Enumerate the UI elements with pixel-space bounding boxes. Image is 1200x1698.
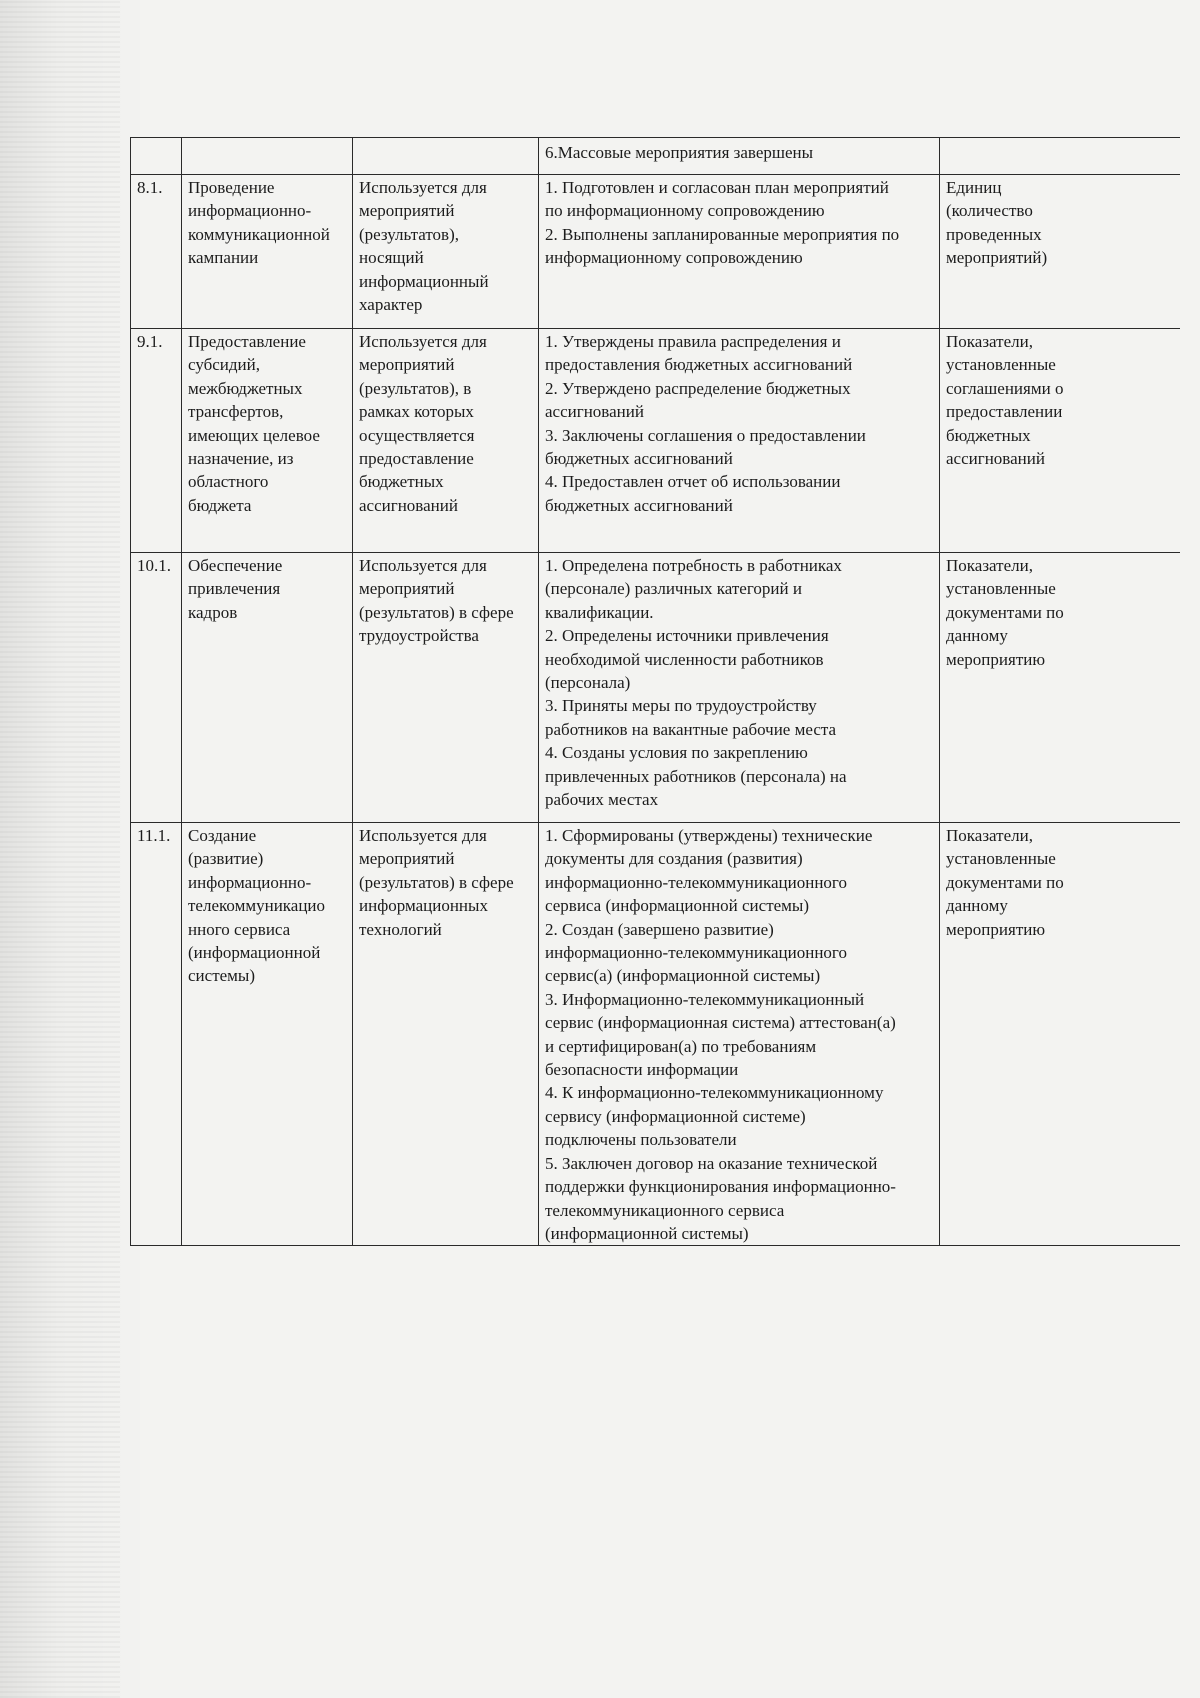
text-line: 4. Созданы условия по закреплению — [545, 743, 808, 763]
text-line: (персонала) — [545, 673, 631, 693]
text-line: информационно-телекоммуникационного — [545, 872, 847, 892]
cell-steps — [539, 138, 940, 175]
cell-name — [182, 138, 353, 175]
text-line: мероприятию — [946, 649, 1046, 669]
text-line: Показатели, — [946, 556, 1033, 575]
cell-type-description — [353, 329, 539, 553]
cell-name — [182, 329, 353, 553]
text-line: коммуникационной — [188, 224, 330, 244]
text-line: Используется для — [359, 826, 487, 845]
cell-type-description — [353, 823, 539, 1246]
text-line: 2. Создан (завершено развитие) — [545, 919, 774, 939]
text-line: информационному сопровождению — [545, 248, 803, 268]
text-line: документами по — [946, 602, 1064, 622]
text-line: (результатов) в сфере — [359, 602, 514, 622]
cell-unit — [940, 329, 1180, 553]
cell-name — [182, 553, 353, 823]
text-line: привлечения — [188, 579, 281, 599]
text-line: ассигнований — [946, 449, 1045, 469]
text-line: проведенных — [946, 224, 1042, 244]
cell-unit — [940, 823, 1180, 1246]
text-line: технологий — [359, 919, 442, 939]
text-line: назначение, из — [188, 449, 294, 469]
text-line: безопасности информации — [545, 1060, 739, 1080]
text-line: кампании — [188, 248, 259, 268]
text-line: кадров — [188, 602, 238, 622]
cell-number: 8.1. — [131, 175, 182, 329]
text-line: осуществляется — [359, 425, 475, 445]
text-line: сервису (информационной системе) — [545, 1106, 806, 1126]
text-line: бюджетных — [359, 472, 444, 492]
text-line: информационный — [359, 271, 489, 291]
text-line: по информационному сопровождению — [545, 201, 825, 221]
text-line: информационно- — [188, 201, 312, 221]
text-line: информационно- — [188, 872, 312, 892]
text-line: Используется для — [359, 556, 487, 575]
text-line: 1. Подготовлен и согласован план мероприятий — [545, 178, 889, 197]
table-row — [131, 329, 1180, 553]
text-line: мероприятий — [359, 355, 455, 375]
text-line: Используется для — [359, 332, 487, 351]
table-row — [131, 823, 1180, 1246]
text-line: 2. Утверждено распределение бюджетных — [545, 378, 851, 398]
scan-shadow-edge — [0, 0, 120, 1698]
text-line: Используется для — [359, 178, 487, 197]
text-line: мероприятий — [359, 579, 455, 599]
text-line: документами по — [946, 872, 1064, 892]
text-line: необходимой численности работников — [545, 649, 824, 669]
cell-type-description — [353, 175, 539, 329]
text-line: 5. Заключен договор на оказание технической — [545, 1153, 878, 1173]
text-line: Проведение — [188, 178, 275, 197]
text-line: документы для создания (развития) — [545, 849, 803, 869]
cell-unit — [940, 138, 1180, 175]
text-line: 1. Определена потребность в работниках — [545, 556, 842, 575]
text-line: данному — [946, 626, 1008, 646]
text-line: 4. К информационно-телекоммуникационному — [545, 1083, 884, 1103]
text-line: сервис (информационная система) аттестован(а) — [545, 1013, 896, 1033]
text-line: сервис(а) (информационной системы) — [545, 966, 821, 986]
text-line: (информационной — [188, 943, 321, 963]
text-line: имеющих целевое — [188, 425, 320, 445]
text-line: сервиса (информационной системы) — [545, 896, 810, 916]
cell-number: 9.1. — [131, 329, 182, 553]
text-line: 1. Сформированы (утверждены) технические — [545, 826, 873, 845]
text-line: ассигнований — [359, 495, 458, 515]
text-line: (результатов), в — [359, 378, 472, 398]
text-line: трансфертов, — [188, 402, 284, 422]
text-line: предоставлении — [946, 402, 1063, 422]
text-line: характер — [359, 295, 423, 315]
text-line: (результатов) в сфере — [359, 872, 514, 892]
text-line: данному — [946, 896, 1008, 916]
text-line: предоставления бюджетных ассигнований — [545, 355, 853, 375]
text-line: носящий — [359, 248, 424, 268]
text-line: квалификации. — [545, 602, 654, 622]
text-line: рамках которых — [359, 402, 474, 422]
text-line: Предоставление — [188, 332, 306, 351]
text-line: телекоммуникацио — [188, 896, 326, 916]
text-line: информационно-телекоммуникационного — [545, 943, 847, 963]
cell-number — [131, 138, 182, 175]
cell-number: 10.1. — [131, 553, 182, 823]
cell-type-description — [353, 138, 539, 175]
text-line: 1. Утверждены правила распределения и — [545, 332, 841, 351]
text-line: мероприятию — [946, 919, 1046, 939]
table-row — [131, 175, 1180, 329]
text-line: 2. Выполнены запланированные мероприятия по — [545, 224, 900, 244]
text-line: 3. Информационно-телекоммуникационный — [545, 989, 865, 1009]
text-line: бюджетных — [946, 425, 1031, 445]
cell-unit — [940, 175, 1180, 329]
text-line: мероприятий — [359, 201, 455, 221]
text-line: Создание — [188, 826, 257, 845]
text-line: 2. Определены источники привлечения — [545, 626, 829, 646]
cell-steps — [539, 823, 940, 1246]
text-line: нного сервиса — [188, 919, 291, 939]
text-line: Показатели, — [946, 332, 1033, 351]
text-line: субсидий, — [188, 355, 260, 375]
cell-steps — [539, 329, 940, 553]
text-line: бюджетных ассигнований — [545, 449, 733, 469]
text-line: рабочих местах — [545, 790, 659, 810]
text-line: телекоммуникационного сервиса — [545, 1200, 785, 1220]
text-line: Обеспечение — [188, 556, 283, 575]
cell-steps — [539, 553, 940, 823]
text-line: 4. Предоставлен отчет об использовании — [545, 472, 841, 492]
text-line: (количество — [946, 201, 1033, 221]
text-line: установленные — [946, 355, 1056, 375]
text-line: мероприятий — [359, 849, 455, 869]
text-line: привлеченных работников (персонала) на — [545, 766, 847, 786]
text-line: трудоустройства — [359, 626, 479, 646]
cell-number: 11.1. — [131, 823, 182, 1246]
text-line: установленные — [946, 849, 1056, 869]
cell-unit — [940, 553, 1180, 823]
text-line: подключены пользователи — [545, 1130, 737, 1150]
text-line: системы) — [188, 966, 256, 986]
cell-name — [182, 175, 353, 329]
text-line: установленные — [946, 579, 1056, 599]
text-line: ассигнований — [545, 402, 644, 422]
text-line: (развитие) — [188, 849, 264, 869]
text-line: работников на вакантные рабочие места — [545, 719, 837, 739]
text-line: бюджета — [188, 495, 252, 515]
text-line: областного — [188, 472, 269, 492]
text-line: поддержки функционирования информационно- — [545, 1177, 896, 1197]
text-line: (результатов), — [359, 224, 459, 244]
text-line: и сертифицирован(а) по требованиям — [545, 1036, 817, 1056]
cell-steps — [539, 175, 940, 329]
results-table — [130, 137, 1180, 1246]
text-line: соглашениями о — [946, 378, 1064, 398]
cell-type-description — [353, 553, 539, 823]
text-line: Показатели, — [946, 826, 1033, 845]
text-line: мероприятий) — [946, 248, 1048, 268]
text-line: 3. Приняты меры по трудоустройству — [545, 696, 817, 716]
text-line: предоставление — [359, 449, 474, 469]
text-line: (информационной системы) — [545, 1223, 749, 1243]
text-line: Единиц — [946, 178, 1002, 197]
text-line: межбюджетных — [188, 378, 303, 398]
table-row-continuation — [131, 138, 1180, 175]
text-line: 3. Заключены соглашения о предоставлении — [545, 425, 866, 445]
text-line: информационных — [359, 896, 488, 916]
cell-name — [182, 823, 353, 1246]
text-line: бюджетных ассигнований — [545, 495, 733, 515]
table-row — [131, 553, 1180, 823]
step-line: 6.Массовые мероприятия завершены — [545, 143, 814, 162]
text-line: (персонале) различных категорий и — [545, 579, 802, 599]
